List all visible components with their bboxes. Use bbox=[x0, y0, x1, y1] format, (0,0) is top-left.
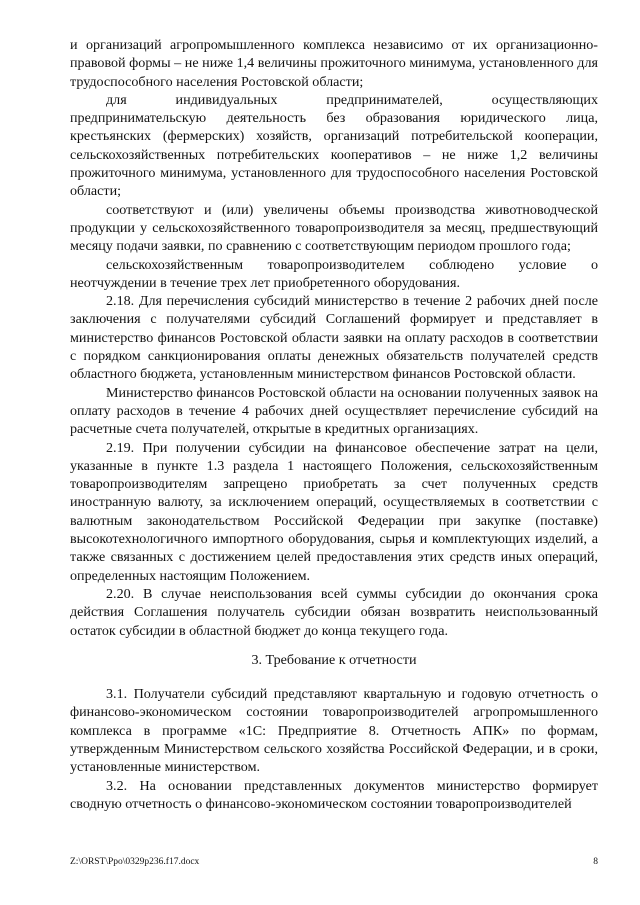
paragraph: для индивидуальных предпринимателей, осуществляющих предпринимательскую деятельность без образования юридического лица, крестьянских (фермерских) хозяйств, организаций потребительской кооперации, сельскохозяйственных потребительских кооперативов – не ниже 1,2 величины прожиточного минимума, установленного для трудоспособного населения Ростовской области; bbox=[70, 91, 598, 200]
page-footer bbox=[70, 855, 598, 869]
paragraph: сельскохозяйственным товаропроизводителем соблюдено условие о неотчуждении в течение трех лет приобретенного оборудования. bbox=[70, 256, 598, 291]
paragraph-2-20: 2.20. В случае неиспользования всей суммы субсидии до окончания срока действия Соглашения получатель субсидии обязан возвратить неиспользованный остаток субсидии в областной бюджет до конца текущего года. bbox=[70, 585, 598, 639]
paragraph-2-19: 2.19. При получении субсидии на финансовое обеспечение затрат на цели, указанные в пункте 1.3 раздела 1 настоящего Положения, сельскохозяйственным товаропроизводителям запрещено приобретать за счет полученных средств иностранную валюту, за исключением операций, осуществляемых в соответствии с валютным законодательством Российской Федерации при закупке (поставке) высокотехнологичного импортного оборудования, сырья и комплектующих изделий, а также связанных с достижением целей предоставления этих средств иных операций, определенных настоящим Положением. bbox=[70, 439, 598, 584]
page-number: 8 bbox=[593, 857, 598, 867]
paragraph: и организаций агропромышленного комплекса независимо от их организационно-правовой формы – не ниже 1,4 величины прожиточного минимума, установленного для трудоспособного населения Ростовской области; bbox=[70, 37, 598, 90]
paragraph-3-2: 3.2. На основании представленных документов министерство формирует сводную отчетность о финансово-экономическом состоянии товаропроизводителей bbox=[70, 777, 598, 812]
page-body bbox=[70, 36, 598, 813]
paragraph-2-18: 2.18. Для перечисления субсидий министерство в течение 2 рабочих дней после заключения с получателями субсидий Соглашений формирует и представляет в министерство финансов Ростовской области заявки на оплату расходов в соответствии с порядком санкционирования оплаты денежных обязательств получателей средств областного бюджета, установленным министерством финансов Ростовской области. bbox=[70, 293, 598, 383]
section-heading: 3. Требование к отчетности bbox=[251, 651, 417, 668]
paragraph: соответствуют и (или) увеличены объемы производства животноводческой продукции у сельскохозяйственного товаропроизводителя за месяц, предшествующий месяцу подачи заявки, по сравнению с соответствующим периодом прошлого года; bbox=[70, 201, 598, 255]
paragraph-3-1: 3.1. Получатели субсидий представляют квартальную и годовую отчетность о финансово-экономическом состоянии товаропроизводителей агропромышленного комплекса в программе «1С: Предприятие 8. Отчетность АПК» по формам, утвержденным Министерством сельского хозяйства Российской Федерации, и в сроки, установленные министерством. bbox=[70, 686, 598, 776]
footer-file-path: Z:\ORST\Ppo\0329p236.f17.docx bbox=[70, 857, 200, 867]
paragraph: Министерство финансов Ростовской области на основании полученных заявок на оплату расходов в течение 4 рабочих дней осуществляет перечисление субсидий на расчетные счета получателей, открытые в кредитных организациях. bbox=[70, 384, 598, 438]
